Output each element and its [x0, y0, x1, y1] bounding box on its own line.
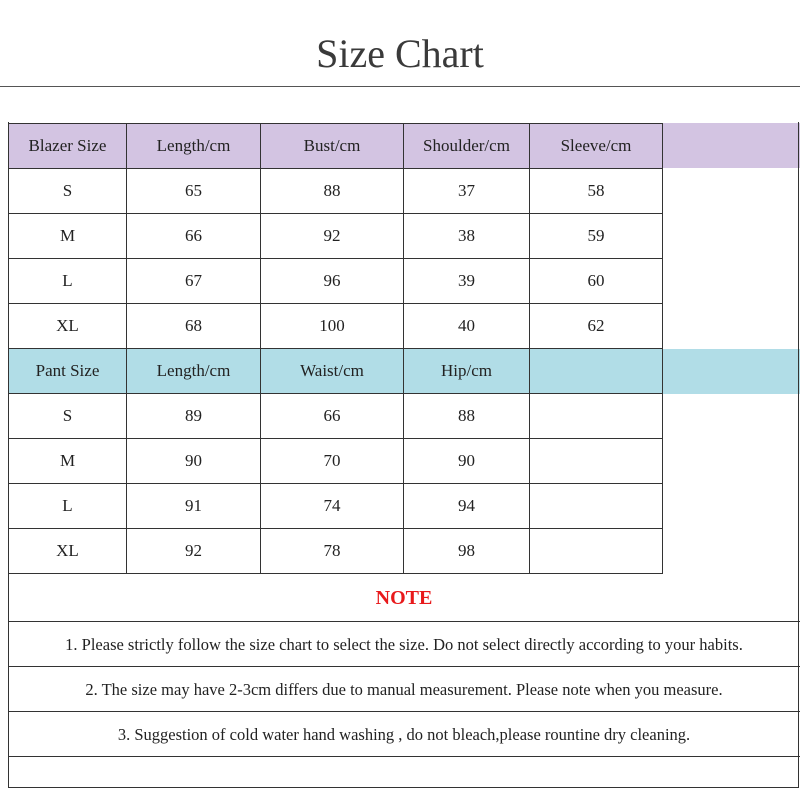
- blazer-header-cell: Shoulder/cm: [404, 124, 530, 169]
- table-row: [9, 394, 663, 439]
- value-cell: 66: [127, 214, 261, 259]
- blazer-header-cell: Blazer Size: [9, 124, 127, 169]
- value-cell: 98: [404, 529, 530, 574]
- value-cell: [530, 484, 663, 529]
- table-row: [9, 259, 663, 304]
- note-line: 2. The size may have 2-3cm differs due to manual measurement. Please note when you measure.: [8, 666, 800, 711]
- value-cell: 90: [404, 439, 530, 484]
- note-bottom-row: [8, 756, 800, 788]
- value-cell: 90: [127, 439, 261, 484]
- size-cell: L: [9, 484, 127, 529]
- title-divider: [0, 86, 800, 87]
- value-cell: 66: [261, 394, 404, 439]
- value-cell: 58: [530, 169, 663, 214]
- value-cell: 67: [127, 259, 261, 304]
- size-cell: S: [9, 394, 127, 439]
- value-cell: 92: [261, 214, 404, 259]
- table-row: [9, 169, 663, 214]
- size-table: [8, 123, 663, 574]
- note-title: NOTE: [375, 587, 433, 609]
- pant-header-cell: [530, 349, 663, 394]
- value-cell: 88: [404, 394, 530, 439]
- value-cell: [530, 439, 663, 484]
- value-cell: [530, 529, 663, 574]
- value-cell: 37: [404, 169, 530, 214]
- pant-header-cell: Hip/cm: [404, 349, 530, 394]
- pant-header-cell: Pant Size: [9, 349, 127, 394]
- value-cell: 91: [127, 484, 261, 529]
- note-line: 1. Please strictly follow the size chart to select the size. Do not select directly according to your habits.: [8, 621, 800, 666]
- value-cell: 70: [261, 439, 404, 484]
- value-cell: 40: [404, 304, 530, 349]
- page-title: Size Chart: [316, 31, 484, 76]
- value-cell: [530, 394, 663, 439]
- blazer-header-row: [9, 124, 663, 169]
- size-cell: XL: [9, 529, 127, 574]
- value-cell: 39: [404, 259, 530, 304]
- value-cell: 89: [127, 394, 261, 439]
- size-cell: M: [9, 214, 127, 259]
- blazer-header-cell: Sleeve/cm: [530, 124, 663, 169]
- value-cell: 65: [127, 169, 261, 214]
- table-row: [9, 214, 663, 259]
- table-row: [9, 529, 663, 574]
- table-row: [9, 439, 663, 484]
- value-cell: 59: [530, 214, 663, 259]
- value-cell: 96: [261, 259, 404, 304]
- table-row: [9, 304, 663, 349]
- value-cell: 88: [261, 169, 404, 214]
- size-cell: S: [9, 169, 127, 214]
- value-cell: 78: [261, 529, 404, 574]
- value-cell: 74: [261, 484, 404, 529]
- pant-header-cell: Waist/cm: [261, 349, 404, 394]
- value-cell: 38: [404, 214, 530, 259]
- size-cell: L: [9, 259, 127, 304]
- value-cell: 62: [530, 304, 663, 349]
- value-cell: 68: [127, 304, 261, 349]
- pant-header-cell: Length/cm: [127, 349, 261, 394]
- table-row: [9, 484, 663, 529]
- size-cell: M: [9, 439, 127, 484]
- value-cell: 94: [404, 484, 530, 529]
- blazer-header-cell: Length/cm: [127, 124, 261, 169]
- note-line: 3. Suggestion of cold water hand washing , do not bleach,please rountine dry cleaning.: [8, 711, 800, 756]
- value-cell: 100: [261, 304, 404, 349]
- blazer-header-cell: Bust/cm: [261, 124, 404, 169]
- value-cell: 92: [127, 529, 261, 574]
- value-cell: 60: [530, 259, 663, 304]
- size-cell: XL: [9, 304, 127, 349]
- pant-header-row: [9, 349, 663, 394]
